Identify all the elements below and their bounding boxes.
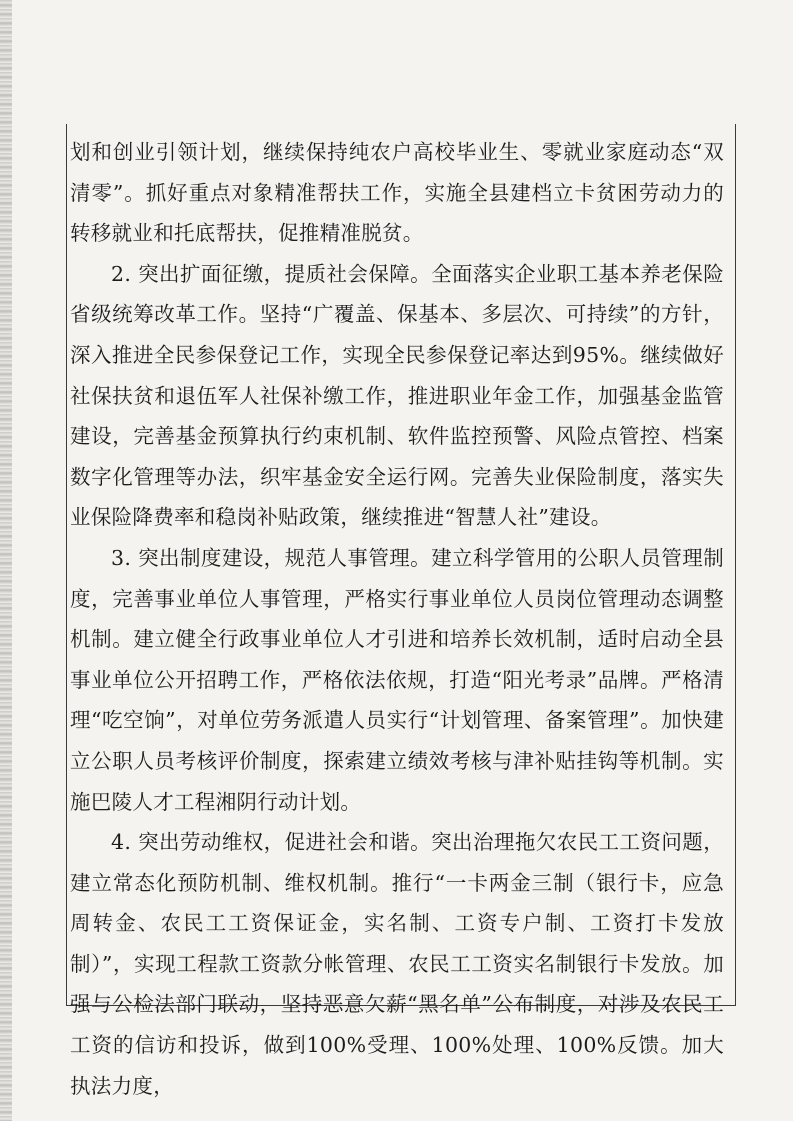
paragraph-continuation: 划和创业引领计划，继续保持纯农户高校毕业生、零就业家庭动态“双清零”。抓好重点对象精准帮扶工作，实施全县建档立卡贫困劳动力的转移就业和托底帮扶，促推精准脱贫。 bbox=[70, 140, 724, 246]
document-body bbox=[70, 132, 724, 1098]
paragraph-personnel-management: 3. 突出制度建设，规范人事管理。建立科学管用的公职人员管理制度，完善事业单位人事管理，严格实行事业单位人员岗位管理动态调整机制。建立健全行政事业单位人才引进和培养长效机制，适时启动全县事业单位公开招聘工作，严格依法依规，打造“阳光考录”品牌。严格清理“吃空饷”，对单位劳务派遣人员实行“计划管理、备案管理”。加快建立公职人员考核评价制度，探索建立绩效考核与津补贴挂钩等机制。实施巴陵人才工程湘阴行动计划。 bbox=[70, 545, 724, 814]
paragraph-social-insurance: 2. 突出扩面征缴，提质社会保障。全面落实企业职工基本养老保险省级统筹改革工作。坚持“广覆盖、保基本、多层次、可持续”的方针，深入推进全民参保登记工作，实现全民参保登记率达到95%。继续做好社保扶贫和退伍军人社保补缴工作，推进职业年金工作，加强基金监管建设，完善基金预算执行约束机制、软件监控预警、风险点管控、档案数字化管理等办法，织牢基金安全运行网。完善失业保险制度，落实失业保险降费率和稳岗补贴政策，继续推进“智慧人社”建设。 bbox=[70, 261, 724, 530]
paragraph-labor-rights: 4. 突出劳动维权，促进社会和谐。突出治理拖欠农民工工资问题，建立常态化预防机制、维权机制。推行“一卡两金三制（银行卡，应急周转金、农民工工资保证金，实名制、工资专户制、工资打卡发放制）”，实现工程款工资款分帐管理、农民工工资实名制银行卡发放。加强与公检法部门联动，坚持恶意欠薪“黑名单”公布制度，对涉及农民工工资的信访和投诉，做到100%受理、100%处理、100%反馈。加大执法力度， bbox=[70, 830, 724, 1098]
scan-edge bbox=[0, 0, 12, 1121]
